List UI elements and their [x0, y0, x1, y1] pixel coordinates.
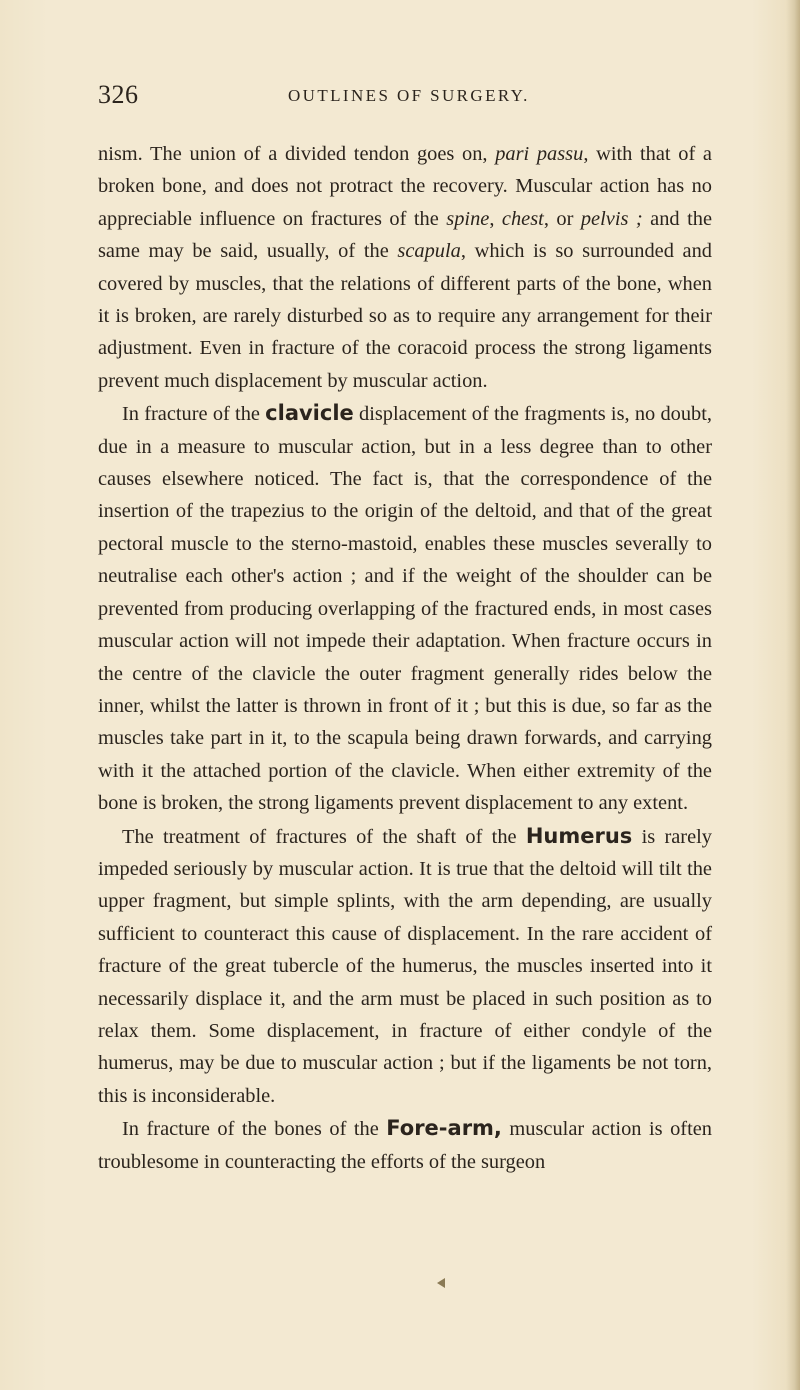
italic-term: scapula [397, 240, 461, 263]
italic-term: pari passu [495, 143, 584, 165]
page-edge-shadow [786, 0, 800, 1390]
body-text [98, 138, 712, 1178]
italic-term: spine [446, 207, 490, 230]
italic-term: pelvis ; [580, 207, 643, 230]
text-run: , with that of a broken bone, and does not protract the recovery. Muscular action has no appreciable influence on fractures of the [98, 143, 712, 230]
text-run: nism. The union of a divided tendon goes on, [98, 143, 496, 165]
side-heading-fore-arm: Fore-arm, [386, 1116, 502, 1141]
side-heading-humerus: Humerus [525, 823, 633, 848]
text-run: In fracture of the bones of the [122, 1118, 387, 1141]
paragraph-fore-arm [98, 1112, 712, 1178]
paragraph-clavicle [98, 397, 712, 819]
text-run: , or [543, 207, 581, 230]
page-header [98, 80, 712, 120]
text-run: muscular action is often troublesome in counteracting the efforts of the surgeon [98, 1118, 712, 1173]
text-run: displacement of the fragments is, no doubt, due in a measure to muscular action, but in a less degree than to other causes elsewhere noticed. The fact is, that the correspondence of the insertion of the trapezius to the origin of the deltoid, and that of the great pectoral muscle to the sterno-mastoid, enables these muscles severally to neutralise each other's action ; and if the weight of the shoulder can be prevented from producing overlapping of the fractured ends, in most cases muscular action will not impede their adaptation. When fracture occurs in the centre of the clavicle the outer fragment generally rides below the inner, whilst the latter is thrown in front of it ; but this is due, so far as the muscles take part in it, to the scapula being drawn forwards, and carrying with it the attached portion of the clavicle. When either extremity of the bone is broken, the strong ligaments prevent displacement to any extent. [98, 403, 712, 815]
paragraph [98, 138, 712, 397]
text-run: and the same may be said, usually, of the [98, 207, 712, 263]
paragraph-humerus [98, 820, 712, 1113]
side-heading-clavicle: clavicle [265, 401, 354, 426]
page-number: 326 [98, 80, 139, 109]
running-head: OUTLINES OF SURGERY. [288, 86, 530, 105]
triangle-mark-icon [437, 1278, 445, 1288]
text-run: is rarely impeded seriously by muscular action. It is true that the deltoid will tilt the upper fragment, but simple splints, with the arm depending, are usually sufficient to counteract this cause of displacement. In the rare accident of fracture of the great tubercle of the humerus, the muscles inserted into it necessarily displace it, and the arm must be placed in such position as to relax them. Some displacement, in fracture of either condyle of the humerus, may be due to muscular action ; but if the ligaments be not torn, this is inconsiderable. [98, 825, 712, 1107]
text-run: , [489, 207, 502, 230]
text-run: In fracture of the [122, 403, 266, 426]
italic-term: chest [501, 207, 544, 230]
text-run: The treatment of fractures of the shaft of the [122, 825, 526, 848]
text-run: , which is so surrounded and covered by muscles, that the relations of different parts of the bone, when it is broken, are rarely disturbed so as to require any arrangement for their adjustment. Even in fracture of the coracoid process the strong ligaments prevent much displacement by muscular action. [98, 240, 712, 392]
